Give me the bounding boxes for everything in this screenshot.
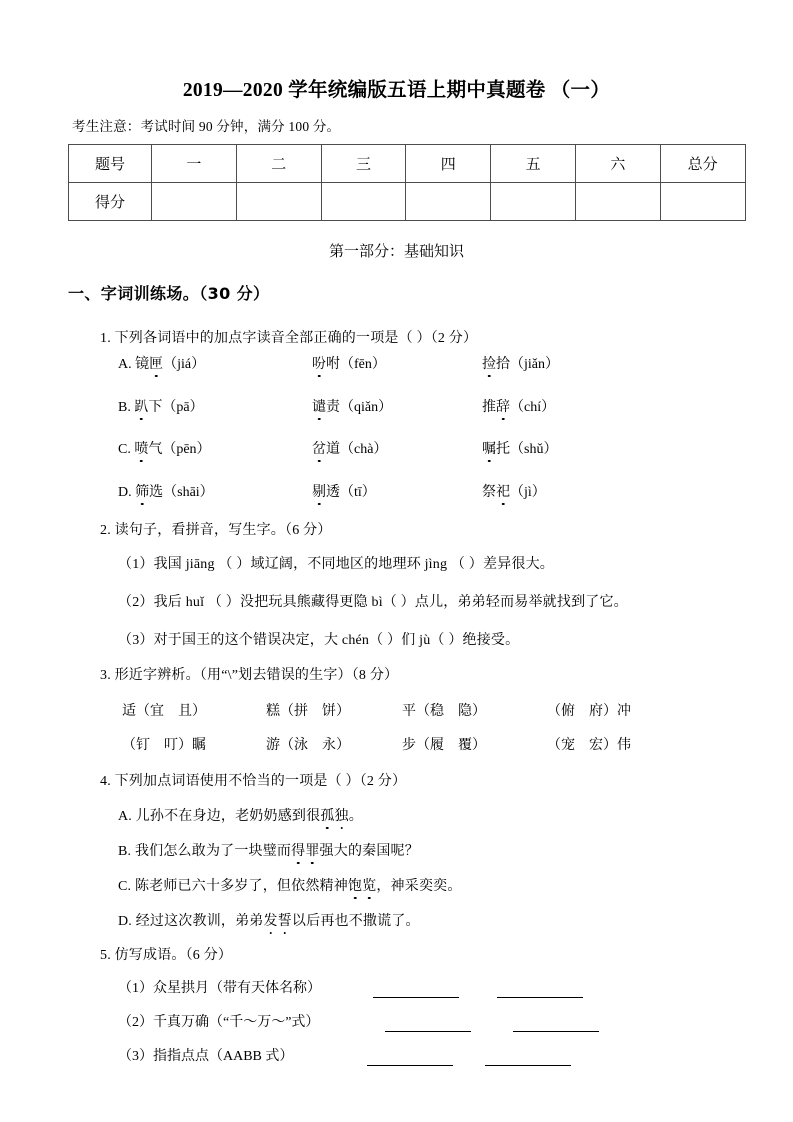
idiom-prompt-1: （1）众星拱月（带有天体名称） — [118, 981, 321, 996]
answer-blank[interactable] — [373, 997, 459, 998]
option-c-item-2: 岔道（chà） — [312, 438, 387, 458]
char-pair-7[interactable]: 步（履 覆） — [402, 738, 486, 753]
question-5-item-2 — [100, 1011, 760, 1033]
option-d-item-3: 祭祀（jì） — [482, 481, 546, 501]
emphasis-dot-char: 独 — [335, 805, 349, 825]
table-row-scores — [69, 183, 746, 221]
emphasis-dot-char: 孤 — [320, 805, 334, 825]
emphasis-dot-char: 饱 — [348, 875, 362, 895]
emphasis-dot-char: 嘱 — [482, 438, 496, 458]
emphasis-dot-char: 得 — [291, 840, 305, 860]
answer-blank[interactable] — [497, 997, 583, 998]
column-header-2: 二 — [236, 145, 321, 183]
emphasis-dot-word — [264, 914, 292, 929]
exam-notice: 考生注意：考试时间 90 分钟，满分 100 分。 — [72, 119, 341, 134]
question-3-stem: 3. 形近字辨析。（用“\”划去错误的生字）（8 分） — [100, 668, 399, 683]
question-2-item-3[interactable]: （3）对于国王的这个错误决定，大 chén（ ）们 jù（ ）绝接受。 — [118, 633, 520, 648]
emphasis-dot-char: 筛 — [135, 481, 149, 501]
answer-blank[interactable] — [485, 1065, 571, 1066]
option-d-item-1: D. 筛选（shāi） — [118, 481, 214, 501]
section-heading: 一、字词训练场。（30 分） — [68, 284, 270, 303]
emphasis-dot-char: 吩 — [312, 353, 326, 373]
emphasis-dot-char: 誓 — [278, 910, 292, 930]
column-header-6: 六 — [575, 145, 660, 183]
column-header-total: 总分 — [660, 145, 745, 183]
option-c-item-3: 嘱托（shǔ） — [482, 438, 557, 458]
question-5-stem: 5. 仿写成语。（6 分） — [100, 948, 233, 963]
score-cell-5[interactable] — [491, 183, 576, 221]
row-header-score: 得分 — [69, 183, 152, 221]
score-cell-1[interactable] — [152, 183, 237, 221]
part-heading: 第一部分：基础知识 — [328, 242, 464, 260]
emphasis-dot-char: 趴 — [134, 396, 148, 416]
char-pair-8[interactable]: （宠 宏）伟 — [547, 738, 631, 753]
page-title: 2019—2020 学年统编版五语上期中真题卷 （一） — [182, 80, 611, 101]
emphasis-dot-char: 剔 — [312, 481, 326, 501]
emphasis-dot-char: 匣 — [149, 353, 163, 373]
score-cell-2[interactable] — [236, 183, 321, 221]
emphasis-dot-word — [320, 809, 348, 824]
answer-blank[interactable] — [367, 1065, 453, 1066]
emphasis-dot-char: 谴 — [312, 396, 326, 416]
option-b-item-2: 谴责（qiǎn） — [312, 396, 392, 416]
emphasis-dot-char: 捡 — [482, 353, 496, 373]
emphasis-dot-char: 辞 — [496, 396, 510, 416]
char-pair-4[interactable]: （俯 府）冲 — [547, 704, 631, 719]
char-pair-2[interactable]: 糕（拼 饼） — [266, 704, 350, 719]
char-pair-1[interactable]: 适（宜 且） — [122, 704, 206, 719]
question-4-option-d[interactable]: D. 经过这次教训，弟弟发誓以后再也不撒谎了。 — [118, 910, 420, 930]
option-b-item-1: B. 趴下（pā） — [118, 396, 204, 416]
score-table — [68, 144, 746, 221]
question-2-stem: 2. 读句子，看拼音，写生字。（6 分） — [100, 523, 332, 538]
column-header-1: 一 — [152, 145, 237, 183]
emphasis-dot-char: 岔 — [312, 438, 326, 458]
char-pair-5[interactable]: （钉 叮）瞩 — [122, 738, 206, 753]
emphasis-dot-char: 喷 — [134, 438, 148, 458]
option-a-item-2: 吩咐（fēn） — [312, 353, 386, 373]
column-header-5: 五 — [491, 145, 576, 183]
column-header-3: 三 — [321, 145, 406, 183]
option-a-item-3: 捡拾（jiǎn） — [482, 353, 559, 373]
score-cell-3[interactable] — [321, 183, 406, 221]
emphasis-dot-char: 览 — [362, 875, 376, 895]
char-pair-3[interactable]: 平（稳 隐） — [402, 704, 486, 719]
question-5-item-3 — [100, 1045, 760, 1067]
column-header-4: 四 — [406, 145, 491, 183]
score-cell-total[interactable] — [660, 183, 745, 221]
question-1-stem: 1. 下列各词语中的加点字读音全部正确的一项是（ ）（2 分） — [100, 331, 478, 346]
question-4-option-b[interactable]: B. 我们怎么敢为了一块璧而得罪强大的秦国呢？ — [118, 840, 419, 860]
emphasis-dot-char: 罪 — [305, 840, 319, 860]
score-cell-6[interactable] — [575, 183, 660, 221]
question-4-option-a[interactable]: A. 儿孙不在身边，老奶奶感到很孤独。 — [118, 805, 363, 825]
emphasis-dot-char: 发 — [264, 910, 278, 930]
question-2-item-1[interactable]: （1）我国 jiāng （ ）域辽阔，不同地区的地理环 jìng （ ）差异很大。 — [118, 557, 554, 572]
answer-blank[interactable] — [385, 1031, 471, 1032]
option-b-item-3: 推辞（chí） — [482, 396, 555, 416]
option-a-item-1: A. 镜匣（jiá） — [118, 353, 205, 373]
row-header-question-number: 题号 — [69, 145, 152, 183]
emphasis-dot-word — [348, 879, 376, 894]
question-2-item-2[interactable]: （2）我后 huǐ （ ）没把玩具熊藏得更隐 bì（ ）点儿，弟弟轻而易举就找到了它。 — [118, 595, 628, 610]
option-d-item-2: 剔透（tī） — [312, 481, 376, 501]
option-c-item-1: C. 喷气（pēn） — [118, 438, 211, 458]
question-4-stem: 4. 下列加点词语使用不恰当的一项是（ ）（2 分） — [100, 774, 407, 789]
idiom-prompt-3: （3）指指点点（AABB 式） — [118, 1049, 294, 1064]
question-4-option-c[interactable]: C. 陈老师已六十多岁了，但依然精神饱览，神采奕奕。 — [118, 875, 462, 895]
emphasis-dot-char: 祀 — [496, 481, 510, 501]
answer-blank[interactable] — [513, 1031, 599, 1032]
score-cell-4[interactable] — [406, 183, 491, 221]
table-row-question-numbers — [69, 145, 746, 183]
question-5-item-1 — [100, 977, 760, 999]
char-pair-6[interactable]: 游（泳 永） — [266, 738, 350, 753]
emphasis-dot-word — [291, 844, 319, 859]
idiom-prompt-2: （2）千真万确（“千～万～”式） — [118, 1015, 320, 1030]
